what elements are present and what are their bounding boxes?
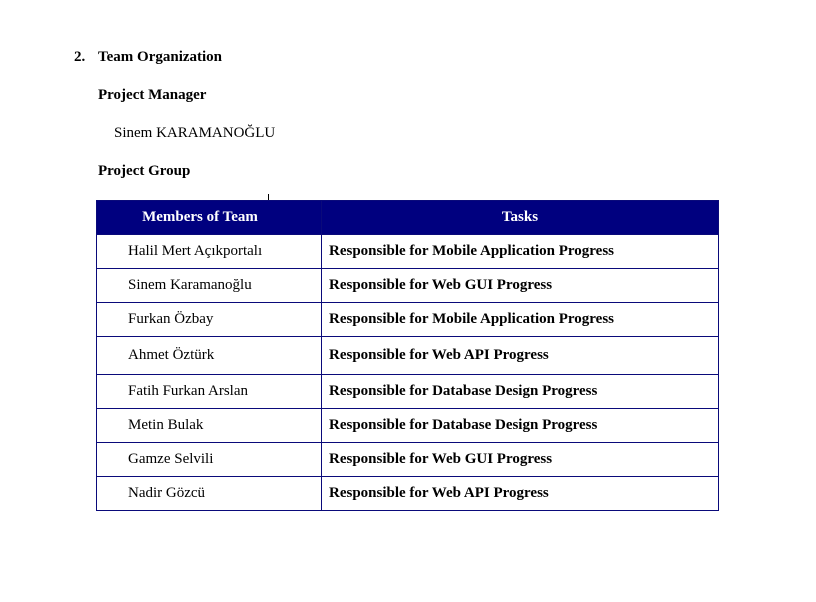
task-cell: Responsible for Database Design Progress — [322, 409, 719, 443]
table-row — [97, 269, 719, 303]
task-cell: Responsible for Web GUI Progress — [322, 269, 719, 303]
table-row — [97, 409, 719, 443]
task-cell: Responsible for Database Design Progress — [322, 375, 719, 409]
member-cell: Halil Mert Açıkportalı — [97, 235, 322, 269]
member-cell: Gamze Selvili — [97, 443, 322, 477]
column-header-members: Members of Team — [97, 201, 322, 235]
table-row — [97, 235, 719, 269]
member-cell: Ahmet Öztürk — [97, 337, 322, 375]
member-cell: Metin Bulak — [97, 409, 322, 443]
member-cell: Furkan Özbay — [97, 303, 322, 337]
task-cell: Responsible for Web API Progress — [322, 477, 719, 511]
project-manager-heading: Project Manager — [98, 87, 207, 103]
task-cell: Responsible for Web GUI Progress — [322, 443, 719, 477]
member-cell: Fatih Furkan Arslan — [97, 375, 322, 409]
table-row — [97, 443, 719, 477]
project-manager-name: Sinem KARAMANOĞLU — [114, 125, 276, 141]
project-group-heading: Project Group — [98, 163, 191, 179]
table-row — [97, 375, 719, 409]
section-title: Team Organization — [98, 49, 223, 65]
section-number: 2. — [74, 49, 86, 65]
team-table — [96, 200, 719, 511]
table-row — [97, 477, 719, 511]
column-header-tasks: Tasks — [322, 201, 719, 235]
task-cell: Responsible for Mobile Application Progress — [322, 303, 719, 337]
task-cell: Responsible for Mobile Application Progress — [322, 235, 719, 269]
member-cell: Sinem Karamanoğlu — [97, 269, 322, 303]
table-row — [97, 303, 719, 337]
member-cell: Nadir Gözcü — [97, 477, 322, 511]
table-row — [97, 337, 719, 375]
task-cell: Responsible for Web API Progress — [322, 337, 719, 375]
table-header-row — [97, 201, 719, 235]
